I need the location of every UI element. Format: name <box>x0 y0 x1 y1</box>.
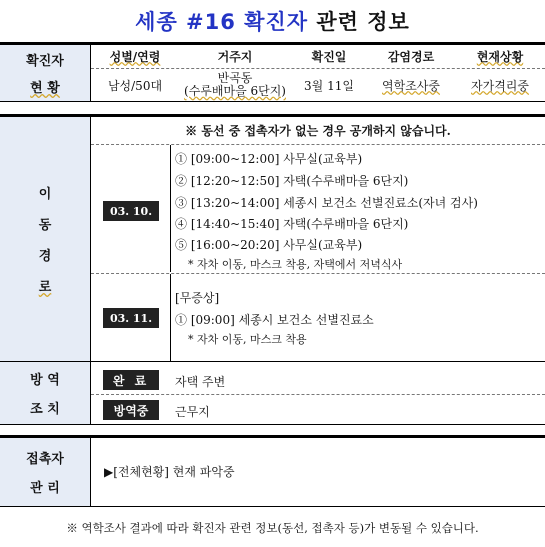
title-case-number: 세종 #16 확진자 <box>135 10 309 34</box>
header-status: 현재상황 <box>476 49 524 64</box>
value-infection-route: 역학조사중 <box>382 78 440 93</box>
route-item: ⑤ [16:00~20:20] 사무실(교육부) <box>175 238 363 252</box>
route-label-char: 동 <box>38 218 52 233</box>
route-label-char: 이 <box>38 187 52 202</box>
header-residence: 거주지 <box>217 49 253 64</box>
route-item: ③ [13:20~14:00] 세종시 보건소 선별진료소(자녀 검사) <box>175 196 478 210</box>
contacts-label-line: 관 리 <box>30 481 60 496</box>
value-residence-line2: (수루배마을 6단지) <box>184 84 286 98</box>
date-badge-day1: 03. 10. <box>103 201 159 221</box>
value-confirmed-date: 3월 11일 <box>304 78 354 93</box>
patient-label-line1: 확진자 <box>26 54 64 69</box>
value-status: 자가격리중 <box>471 78 529 93</box>
header-sex-age: 성별/연령 <box>109 49 161 64</box>
route-note: * 자차 이동, 마스크 착용 <box>188 333 307 346</box>
header-infection-route: 감염경로 <box>387 49 435 64</box>
quarantine-location: 근무지 <box>175 405 210 419</box>
contacts-label-line: 접촉자 <box>26 452 64 467</box>
route-section-label <box>0 117 90 361</box>
header-confirmed-date: 확진일 <box>311 49 347 64</box>
route-label-char: 경 <box>38 249 52 264</box>
page-title <box>0 6 545 36</box>
contacts-section-label <box>0 438 90 506</box>
patient-label-line2: 현 황 <box>30 81 60 96</box>
contacts-status: ▶[전체현황] 현재 파악중 <box>104 465 235 479</box>
patient-section-label <box>0 45 90 101</box>
route-item: ② [12:20~12:50] 자택(수루배마을 6단지) <box>175 174 409 188</box>
route-item: ④ [14:40~15:40] 자택(수루배마을 6단지) <box>175 217 409 231</box>
title-suffix: 관련 정보 <box>308 10 410 34</box>
value-sex-age: 남성/50대 <box>107 78 163 93</box>
footer-disclaimer: ※ 역학조사 결과에 따라 확진자 관련 정보(동선, 접촉자 등)가 변동될 수 있습니다. <box>66 521 479 535</box>
value-residence <box>179 69 291 101</box>
date-badge-day2: 03. 11. <box>103 308 159 328</box>
route-note: * 자차 이동, 마스크 착용, 자택에서 저녁식사 <box>188 258 403 271</box>
status-badge-done: 완 료 <box>103 370 159 390</box>
route-item: ① [09:00~12:00] 사무실(교육부) <box>175 152 363 166</box>
status-badge-in-progress: 방역중 <box>103 400 159 420</box>
quarantine-label-line: 조 치 <box>30 402 60 417</box>
quarantine-label-line: 방 역 <box>30 373 60 388</box>
route-notice: ※ 동선 중 접촉자가 없는 경우 공개하지 않습니다. <box>185 123 451 138</box>
quarantine-section-label <box>0 362 90 424</box>
route-item: ① [09:00] 세종시 보건소 선별진료소 <box>175 313 374 327</box>
quarantine-location: 자택 주변 <box>175 375 226 389</box>
route-header: [무증상] <box>175 291 220 305</box>
value-residence-line1: 반곡동 <box>217 71 253 85</box>
route-label-char: 로 <box>38 280 52 295</box>
